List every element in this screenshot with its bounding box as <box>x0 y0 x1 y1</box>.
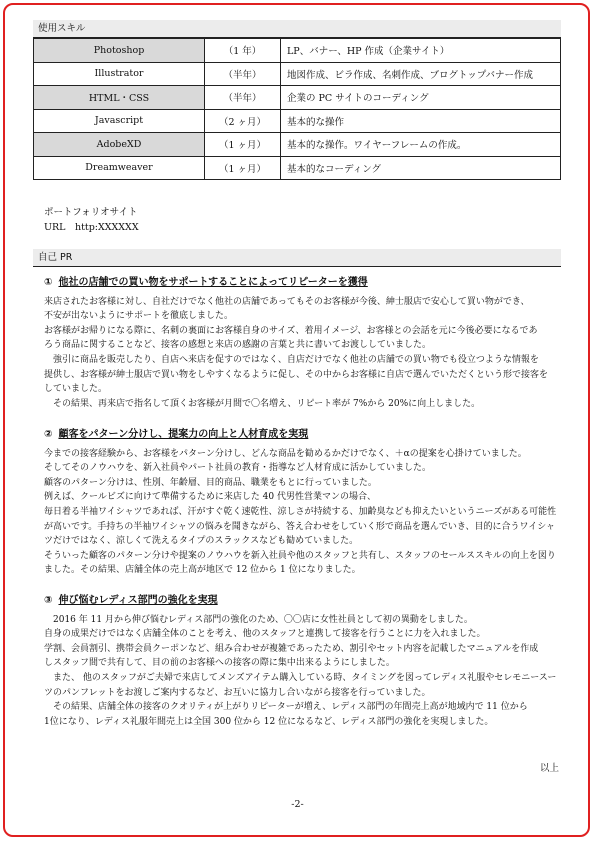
table-row <box>34 133 561 157</box>
pr-item-number: ① <box>44 277 53 288</box>
pr-line: また、 他のスタッフがご夫婦で来店してメンズアイテム購入している時、タイミングを図ってレディス礼服やセレモニースー <box>44 672 557 683</box>
skill-detail: 企業の PC サイトのコーディング <box>281 86 561 110</box>
pr-line: 2016 年 11 月から伸び悩むレディス部門の強化のため、〇〇店に女性社員として初の異動をしました。 <box>44 614 473 625</box>
pr-line: ツのパンフレットをお渡しご案内するなど、お互いに協力し合いながら接客を行っていました。 <box>44 687 431 698</box>
pr-item-title: 顧客をパターン分けし、提案力の向上と人材育成を実現 <box>58 429 309 440</box>
skills-table <box>33 38 561 180</box>
skill-period: （1 ヶ月） <box>205 133 281 157</box>
skill-period: （半年） <box>205 86 281 110</box>
pr-line: ました。その結果、店舗全体の売上高が地区で 12 位から 1 位になりました。 <box>44 565 361 576</box>
pr-line: そしてそのノウハウを、新入社員やパート社員の教育・指導など人材育成に活かしていました。 <box>44 463 432 474</box>
skill-name: HTML・CSS <box>34 86 205 110</box>
pr-item-1 <box>44 276 564 411</box>
pr-line: そういった顧客のパターン分けや提案のノウハウを新入社員や他のスタッフと共有し、スタッフのセールススキルの向上を図り <box>44 550 556 561</box>
pr-line: その結果、店舗全体の接客のクオリティが上がりリピーターが増え、レディス部門の年間売上高が地域内で 11 位から <box>44 702 528 713</box>
skill-name: Javascript <box>34 109 205 133</box>
pr-line: 今までの接客経験から、お客様をパターン分けし、どんな商品を勧めるかだけでなく、＋αの提案を心掛けていました。 <box>44 448 527 459</box>
skill-detail: 基本的な操作。ワイヤーフレームの作成。 <box>281 133 561 157</box>
table-row <box>34 109 561 133</box>
skill-period: （2 ヶ月） <box>205 109 281 133</box>
pr-item-title: 伸び悩むレディス部門の強化を実現 <box>58 595 218 606</box>
skill-name: Illustrator <box>34 62 205 86</box>
pr-line: お客様がお帰りになる際に、名刺の裏面にお客様自身のサイズ、着用イメージ、お客様との会話を元に今後必要になるであ <box>44 325 538 336</box>
skill-detail: 基本的なコーディング <box>281 156 561 180</box>
pr-item-heading <box>44 594 564 609</box>
pr-line: ツだけではなく、涼しくて洗えるタイプのスラックスなども勧めていました。 <box>44 536 359 547</box>
pr-line: 毎日着る半袖ワイシャツであれば、汗がすぐ乾く速乾性、涼しさが持続する、加齢臭なども抑えたいというニーズがある可能性 <box>44 506 557 517</box>
pr-line: 顧客のパターン分けは、性別、年齢層、目的商品、職業をもとに行っていました。 <box>44 477 377 488</box>
portfolio-block <box>44 205 139 235</box>
pr-item-heading <box>44 428 564 443</box>
pr-item-number: ③ <box>44 595 53 606</box>
skill-name: Photoshop <box>34 39 205 63</box>
pr-item-heading <box>44 276 564 291</box>
table-row <box>34 86 561 110</box>
pr-item-number: ② <box>44 429 53 440</box>
closing-text: 以上 <box>539 763 559 774</box>
skill-name: AdobeXD <box>34 133 205 157</box>
pr-line: 1位になり、レディス礼服年間売上は全国 300 位から 12 位になるなど、レディス部門の強化を実現しました。 <box>44 716 494 727</box>
pr-line: が高いです。手持ちの半袖ワイシャツの悩みを聞きながら、答え合わせをしていく形で商品を選んでいき、目的に合うワイシャ <box>44 521 556 532</box>
pr-item-title: 他社の店舗での買い物をサポートすることによってリピーターを獲得 <box>58 277 368 288</box>
skill-detail: 地図作成、ビラ作成、名刺作成、ブログトップバナー作成 <box>281 62 561 86</box>
portfolio-url: URL http:XXXXXX <box>44 222 139 233</box>
skill-period: （半年） <box>205 62 281 86</box>
table-row <box>34 62 561 86</box>
portfolio-label: ポートフォリオサイト <box>44 207 138 218</box>
skill-name: Dreamweaver <box>34 156 205 180</box>
pr-line: 不安が出ないようにサポートを徹底しました。 <box>44 311 234 322</box>
skill-detail: 基本的な操作 <box>281 109 561 133</box>
page-number: -2- <box>291 799 304 810</box>
pr-line: しスタッフ間で共有して、目の前のお客様への接客の際に集中出来るようにしました。 <box>44 658 395 669</box>
table-row <box>34 39 561 63</box>
pr-item-3 <box>44 594 564 729</box>
pr-line: ろう商品に関することなど、接客の感想と来店の感謝の言葉と共に書いてお渡ししていました。 <box>44 340 432 351</box>
pr-line: 強引に商品を販売したり、自店へ来店を促すのではなく、自店だけでなく他社の店舗での買い物でも役立つような情報を <box>44 354 539 365</box>
pr-item-2 <box>44 428 564 578</box>
pr-line: 来店されたお客様に対し、自社だけでなく他社の店舗であってもそのお客様が今後、紳士服店で安心して買い物ができ、 <box>44 296 530 307</box>
pr-line: していました。 <box>44 384 108 395</box>
skill-period: （1 年） <box>205 39 281 63</box>
pr-line: 提供し、お客様が紳士服店で買い物をしやすくなるように促し、その中からお客様に自店で選んでいただくという形で接客を <box>44 369 549 380</box>
pr-heading: 自己 PR <box>33 249 561 267</box>
pr-line: 学割、会員割引、携帯会員クーポンなど、組み合わせが複雑であったため、割引やセット内容を記載したマニュアルを作成 <box>44 643 539 654</box>
pr-line: 自身の成果だけではなく店舗全体のことを考え、他のスタッフと連携して接客を行うことに力を入れました。 <box>44 629 486 640</box>
table-row <box>34 156 561 180</box>
pr-line: 例えば、クールビズに向けて準備するために来店した 40 代男性営業マンの場合、 <box>44 492 376 503</box>
skill-period: （1 ヶ月） <box>205 156 281 180</box>
skill-detail: LP、バナー、HP 作成（企業サイト） <box>281 39 561 63</box>
skills-heading: 使用スキル <box>33 20 561 38</box>
pr-line: その結果、再来店で指名して頂くお客様が月間で〇名増え、リピート率が 7%から 20%に向上しました。 <box>44 398 481 409</box>
